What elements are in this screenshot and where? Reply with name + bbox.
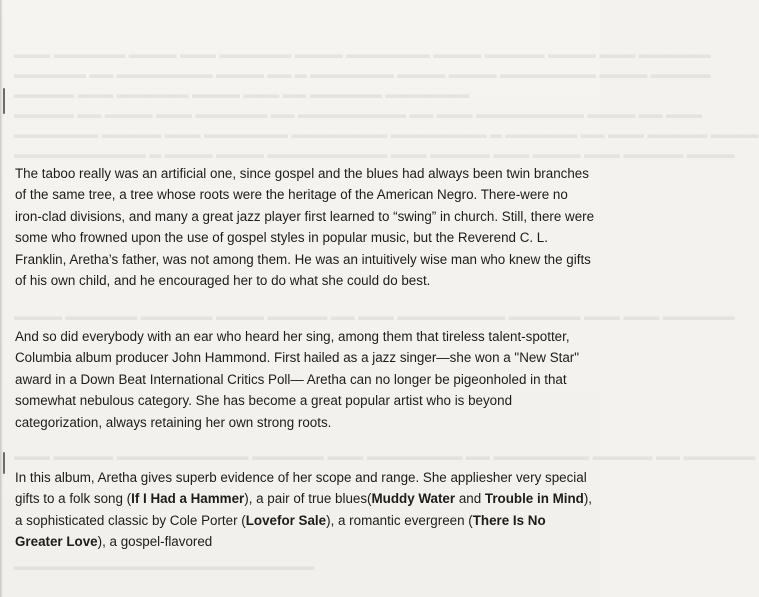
text-line: American Negro. There-were no iron-clad divisions, and many a great jazz player: [15, 187, 568, 224]
text-run: (: [367, 491, 372, 507]
paragraph: [15, 163, 595, 291]
song-title: Trouble in Mind: [484, 491, 584, 507]
paragraph: [15, 326, 595, 433]
text-line: singer—she won a "New Star" award in a Down Beat International Critics Poll—: [15, 350, 580, 387]
text-line: use of gospel styles in popular music, but the Reverend C. L. Franklin, Aretha’s: [15, 230, 548, 267]
song-title: If I Had a Hammer: [131, 491, 245, 507]
text-run: ), a sophisticated classic by Cole Porter (: [15, 491, 593, 528]
text-run: ), a gospel-flavored: [97, 534, 213, 550]
show-through-texture: ▬▬▬▬▬▬▬▬▬▬▬▬▬▬▬▬▬▬▬▬▬▬▬▬▬: [14, 559, 314, 573]
song-title: Love: [245, 512, 277, 528]
show-through-texture: ▬▬▬ ▬▬▬▬▬▬ ▬▬▬▬ ▬▬▬ ▬▬▬▬▬▬ ▬▬▬▬ ▬▬▬▬▬▬▬ ▬▬▬▬ ▬▬▬▬▬ ▬▬▬▬ ▬▬▬ ▬▬▬▬▬▬ ▬▬▬▬▬▬ ▬▬ ▬▬▬▬▬▬▬▬ ▬▬▬▬ ▬▬ ▬ ▬▬▬▬▬▬▬ ▬▬▬▬ ▬▬▬▬ ▬▬▬▬▬▬▬▬ ▬▬▬▬ ▬▬▬▬▬ ▬▬▬▬▬ ▬▬▬ ▬▬▬▬▬▬ ▬▬▬▬ ▬▬▬ ▬▬ ▬▬▬▬▬▬ ▬▬▬▬▬▬▬ ▬▬▬▬▬ ▬▬ ▬▬▬▬ ▬▬▬ ▬▬▬▬▬▬ ▬▬ ▬▬▬▬▬▬▬▬▬ ▬▬ ▬▬▬ ▬▬▬▬▬▬▬▬▬ ▬▬▬▬ ▬▬ ▬▬▬ ▬▬▬▬▬▬▬ ▬▬▬▬▬ ▬▬▬ ▬▬▬▬▬▬▬ ▬▬▬▬▬▬▬▬ ▬▬▬▬▬▬▬▬ ▬ ▬▬▬▬▬▬ ▬▬ ▬▬▬ ▬▬▬▬▬ ▬▬▬▬ ▬▬▬▬▬▬▬▬▬▬▬ ▬ ▬▬▬▬ ▬▬▬▬ ▬▬▬▬▬▬▬▬▬▬ ▬▬▬ ▬▬▬▬▬ ▬▬▬ ▬▬▬▬ ▬▬▬ ▬▬▬▬▬ ▬▬▬▬: [14, 47, 759, 161]
text-line: Aretha can no longer be pigeonholed in that somewhat nebulous category. She: [15, 371, 567, 409]
text-run: ), a pair of true blues: [244, 491, 368, 507]
binding-mark: [3, 452, 5, 474]
text-line: her own strong roots.: [205, 414, 332, 430]
text-run: and: [455, 491, 485, 507]
paragraph: [15, 467, 595, 553]
text-line: first learned to “swing” in church. Still, there were some who frowned upon the: [15, 208, 595, 246]
show-through-texture: ▬▬▬ ▬▬▬▬▬ ▬▬▬▬▬▬▬▬▬▬▬ ▬▬▬▬▬▬ ▬▬▬ ▬▬▬▬▬▬▬▬ ▬▬ ▬▬▬▬▬▬▬▬ ▬▬▬▬▬ ▬▬ ▬▬▬▬▬▬: [14, 449, 756, 463]
text-line: been twin branches of the same tree, a tree whose roots were the heritage of the: [15, 166, 589, 203]
text-run: In this album, Aretha gives superb evidence of her scope and range. She applies: [15, 470, 493, 485]
song-title: for Sale: [276, 512, 327, 528]
text-line: The taboo really was an artificial one, since gospel and the blues had always: [15, 166, 470, 181]
text-run: her very special gifts to a folk song (: [15, 470, 587, 507]
text-line: [15, 470, 493, 485]
show-through-texture: ▬▬▬▬ ▬▬▬▬▬▬ ▬▬▬▬▬▬ ▬▬▬▬ ▬▬▬▬▬ ▬▬ ▬▬▬ ▬▬▬▬▬▬▬▬▬ ▬▬▬▬▬▬ ▬▬▬ ▬▬▬ ▬▬▬▬▬▬: [14, 309, 735, 323]
song-title: Muddy Water: [371, 491, 456, 507]
text-line: And so did everybody with an ear who heard her sing, among them that tireless: [15, 329, 485, 344]
text-line: has become a great popular artist who is beyond categorization, always retaining: [15, 393, 513, 430]
text-run: ), a romantic evergreen (: [326, 512, 473, 528]
text-line: of his own child, and he encouraged her to do what she could do best.: [15, 273, 431, 289]
song-title: There Is No Greater Love: [15, 512, 546, 550]
text-line: father, was not among them. He was an intuitively wise man who knew the gifts: [121, 251, 591, 267]
text-line: talent-spotter, Columbia album producer John Hammond. First hailed as a jazz: [15, 329, 570, 366]
binding-mark: [3, 88, 5, 114]
